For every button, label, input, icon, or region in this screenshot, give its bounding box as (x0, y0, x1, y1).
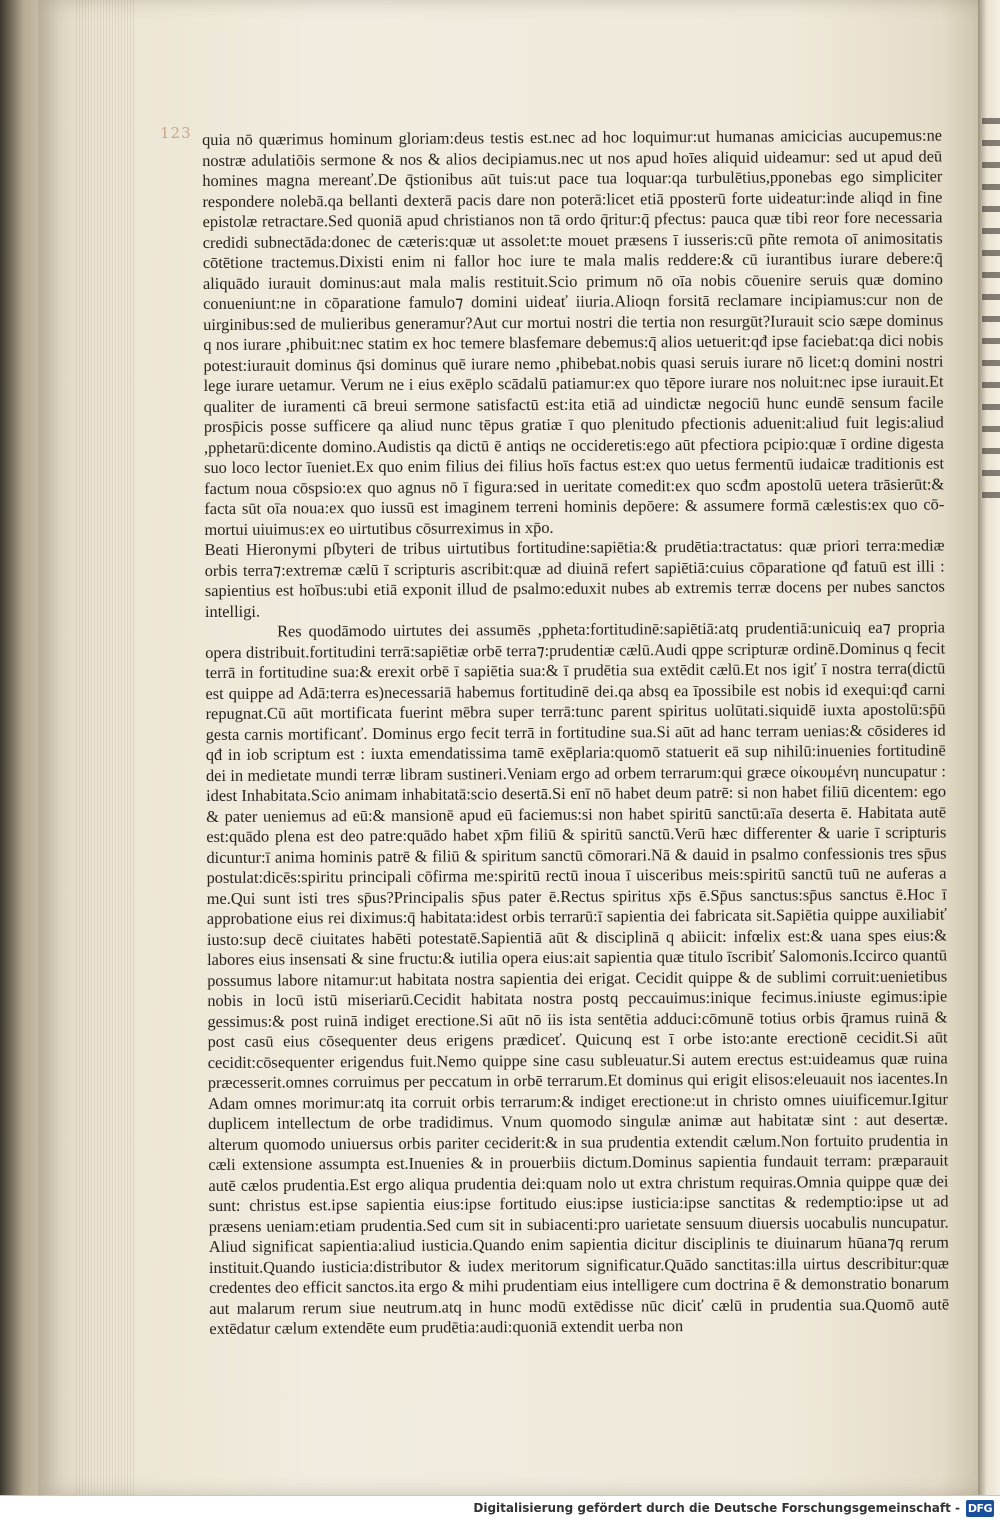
page-text (202, 125, 949, 1339)
folio-number: 123 (160, 124, 192, 142)
footer-bar (0, 1495, 1000, 1522)
right-page-edge (978, 0, 1000, 1495)
dfg-logo-icon[interactable]: DFG (967, 1502, 993, 1515)
paragraph-1: quia nō quærimus hominum gloriam:deus testis est.nec ad hoc loquimur:ut humanas amicicias aucupemus:ne nostræ adulatiōis sermone & nos & alios decipiamus.nec ut nos apud hoīes aliquid uideamur: sed ut apud deū homines magna mereanť.De q̄stionibus aūt tuis:ut pace tua loquar:qa turbulētius,pponebas ego simpliciter respondere nolebā.qa bellanti dexterā pacis dare non poterā:licet etiā pposterū forte uideatur:inde aliqd in fine epistolæ retractare.Sed quoniā apud christianos non tā ordo q̄ritur:q̄ pfectus: pauca quæ tibi reor fore necessaria credidi subnectāda:donec de cæteris:quæ ut assolet:te mouet præsens ī iusseris:cū pñte remota oī animositatis cōtētione tractemus.Dixisti enim ni fallor hoc iure te mala malis reddere:& cū iurantibus iurare debere:q̄ aliquādo iurauit dominus:aut mala malis restituit.Scio primum nō oīa nobis cōuenire seruis quæ domino conueniunt:ne in cōparatione famulo⁊ domini uideať iiuria.Alioqn forsitā reclamare incipiamus:cur non de uirginibus:sed de mulieribus generamur?Aut cur mortui nostri die tertia non resurgūt?Iurauit scio sæpe dominus q nos iurare ,phibuit:nec statim ex hoc temere blasfemare debemus:q̄ alios uetuerit:qđ ipse faciebat:qa dici nobis potest:iurauit dominus q̄si dominus quē iurare nemo ,phibebat.nobis quasi seruis iurare nō licet:q domini nostri lege iurare uetamur. Verum ne i eius exēplo scādalū patiamur:ex quo tēpore iurare nos noluit:nec ipse iurauit.Et qualiter de iuramenti cā breui sermone satisfactū est:ita etiā ad uindictæ negociū hunc eundē sensum facile prosp̄icis posse sufficere qa aliud nunc tēpus gratiæ ī quo plenitudo pfectionis aduenit:aliud fuit legis:aliud ,pphetarū:dicente domino.Audistis qa dictū ē antiqs ne occideretis:ego aūt pfectiora pcipio:quæ ī ordine digesta suo loco lector īueniet.Ex quo enim filius dei filius hoīs factus est:ex quo uetus fermentū iudaicæ traditionis est factum noua cōspsio:ex quo agnus nō ī figura:sed in ueritate comedit:ex quo scđm apostolū uetera trāsierūt:& facta sūt oīa noua:ex quo iussū est imaginem terreni hominis depōere: & assumere formā cælestis:ex quo cōmortui uiuimus:ex eo uirtutibus cōsurreximus in xp̄o. (202, 125, 945, 539)
paragraph-3: Res quodāmodo uirtutes dei assumēs ,ppheta:fortitudinē:sapiētiā:atq prudentiā:unicuiq ea⁊ propria opera distribuit.fortitudini terrā:sapiētiæ orbē terra⁊:prudentiæ cælū.Audi qppe scripturæ ordinē.Dominus q fecit terrā in fortitudine sua:& erexit orbē ī sapiētia sua:& ī prudētia sua extēdit cælū.Et nos igiť ī nostra terra(dictū est quippe ad Adā:terra es)necessariā habemus fortitudinē dei.qa absq ea īpossibile est nobis id exequi:qđ carni repugnat.Cū aūt mortificata fuerint mēbra super terrā:tunc parent spiritus uolūtati.siquidē iuxta apostolū:sp̄ū gesta carnis mortificanť. Dominus ergo fecit terrā in fortitudine sua.Si aūt ad hanc terram uenias:& cōsideres id qđ in iob scriptum est : iuxta emendatissima tamē exēplaria:quomō statuerit eā sup nihilū:inuenies fortitudinē dei in medietate mundi terræ libram sustineri.Veniam ergo ad orbem terrarum:qui græce οἰκουμένη nuncupatur : idest Inhabitata.Scio animam inhabitatā:scio desertā.Si enī nō habet deum patrē: si non habet filiū dicentem: ego & pater ueniemus ad eū:& mansionē apud eū faciemus:si non habet spiritū sanctū:aīa deserta ē. Habitata autē est:quādo plena est deo patre:quādo habet xp̄m filiū & spiritū sanctū.Verū hæc differenter & uarie ī scripturis dicuntur:ī anima hominis patrē & filiū & spiritum sanctū cōmorari.Nā & dauid in psalmo confessionis tres sp̄us postulat:dicēs:spiritu principali cōfirma me:spiritū rectū inoua ī uisceribus meis:spiritū sanctū tuū ne auferas a me.Qui sunt isti tres sp̄us?Principalis sp̄us pater ē.Rectus spiritus xp̄s ē.Sp̄us sanctus:sp̄us sanctus ē.Hoc ī approbatione eius rei diximus:q̄ habitata:idest orbis terrarū:ī sapientia dei fabricata sit.Sapiētia quippe auxiliabiť iusto:sup decē ciuitates habēti potestatē.Sapientiā aūt & disciplinā q abiicit: infœlix est:& uana spes eius:& labores eius insensati & sine fructu:& iutilia opera eius:ait sapientia quæ titulo īscribiť Salomonis.Iccirco quantū possumus labore nitamur:ut habitata nostra sapientia dei erigat. Cecidit quippe & de sublimi corruit:uenietibus nobis in locū istū miseriarū.Cecidit habitata nostra postq peccauimus:inique fecimus.iniuste egimus:ipie gessimus:& post ruinā indiget erectione.Si aūt nō iis ista sentētia adduci:cōmunē totius orbis q̄ramus ruinā & post casū eius cōsequenter deus erigens prædiceť. Quicunq est ī orbe isto:ante erectionē cecidit.Si aūt cecidit:cōsequenter erigendus fuit.Nemo quippe sine casu subleuatur.Si autem erectus est:uideamus quæ ruina præcesserit.omnes corruimus per peccatum in orbē terrarum.Et dominus qui erigit elisos:eleuauit nos iacentes.In Adam omnes morimur:atq ita corruit orbis terrarum:& indiget erectione:ut in christo omnes uiuificemur.Igitur duplicem intellectum de orbe tradidimus. Vnum quomodo singulæ animæ aut habitatæ sint : aut desertæ. alterum quomodo uniuersus orbis pariter ceciderit:& in sua prudentia extendit cælum.Non fortuito prudentia in cæli extensione assumpta est.Inuenies & in prouerbiis dictum.Dominus sapientia fundauit terram: præparauit autē cælos prudentia.Est ergo aliqua prudentia dei:quam nolo ut extra christum requiras.Omnia quippe quæ dei sunt: christus est.ipse sapientia eius:ipse fortitudo eius:ipse iusticia:ipse sanctitas & redemptio:ipse ut ad præsens ueniam:etiam prudentia.Sed cum sit in subiacenti:pro uarietate sensuum diuersis uocabulis nuncupatur. Aliud significat sapientia:aliud iusticia.Quando enim sapientia dicitur disciplinis te diuinarum hūana⁊q rerum instituit.Quando iusticia:distributor & iudex meritorum significatur.Quādo sanctitas:illa uirtus describitur:quæ credentes deo efficit sanctos.ita ergo & mihi prudentiam eius intelligere cum doctrina ē & demonstratio bonarum aut malarum rerum siue neutrum.atq in hunc modū extēdisse nūc diciť cælū in prudentia sua.Quomō autē extēdatur cælum extendēte eum prudētia:audi:quoniā extendit uerba non (205, 617, 950, 1338)
footer-credit: Digitalisierung gefördert durch die Deutsche Forschungsgemeinschaft - (473, 1501, 960, 1515)
page-stack (76, 0, 136, 1495)
paragraph-2: Beati Hieronymi pſbyteri de tribus uirtutibus fortitudine:sapiētia:& prudētia:tractatus: quæ priori terra:mediæ orbis terra⁊:extremæ cælū ī scripturis ascribit:quæ ad diuinā refert sapiētiā:cuius cōparatione qđ fatuū est illi : sapientius est hoībus:ubi etiā exponit illud de psalmo:eduxit nubes ab extremis terræ docens per nubes sanctos intelligi. (204, 535, 945, 621)
